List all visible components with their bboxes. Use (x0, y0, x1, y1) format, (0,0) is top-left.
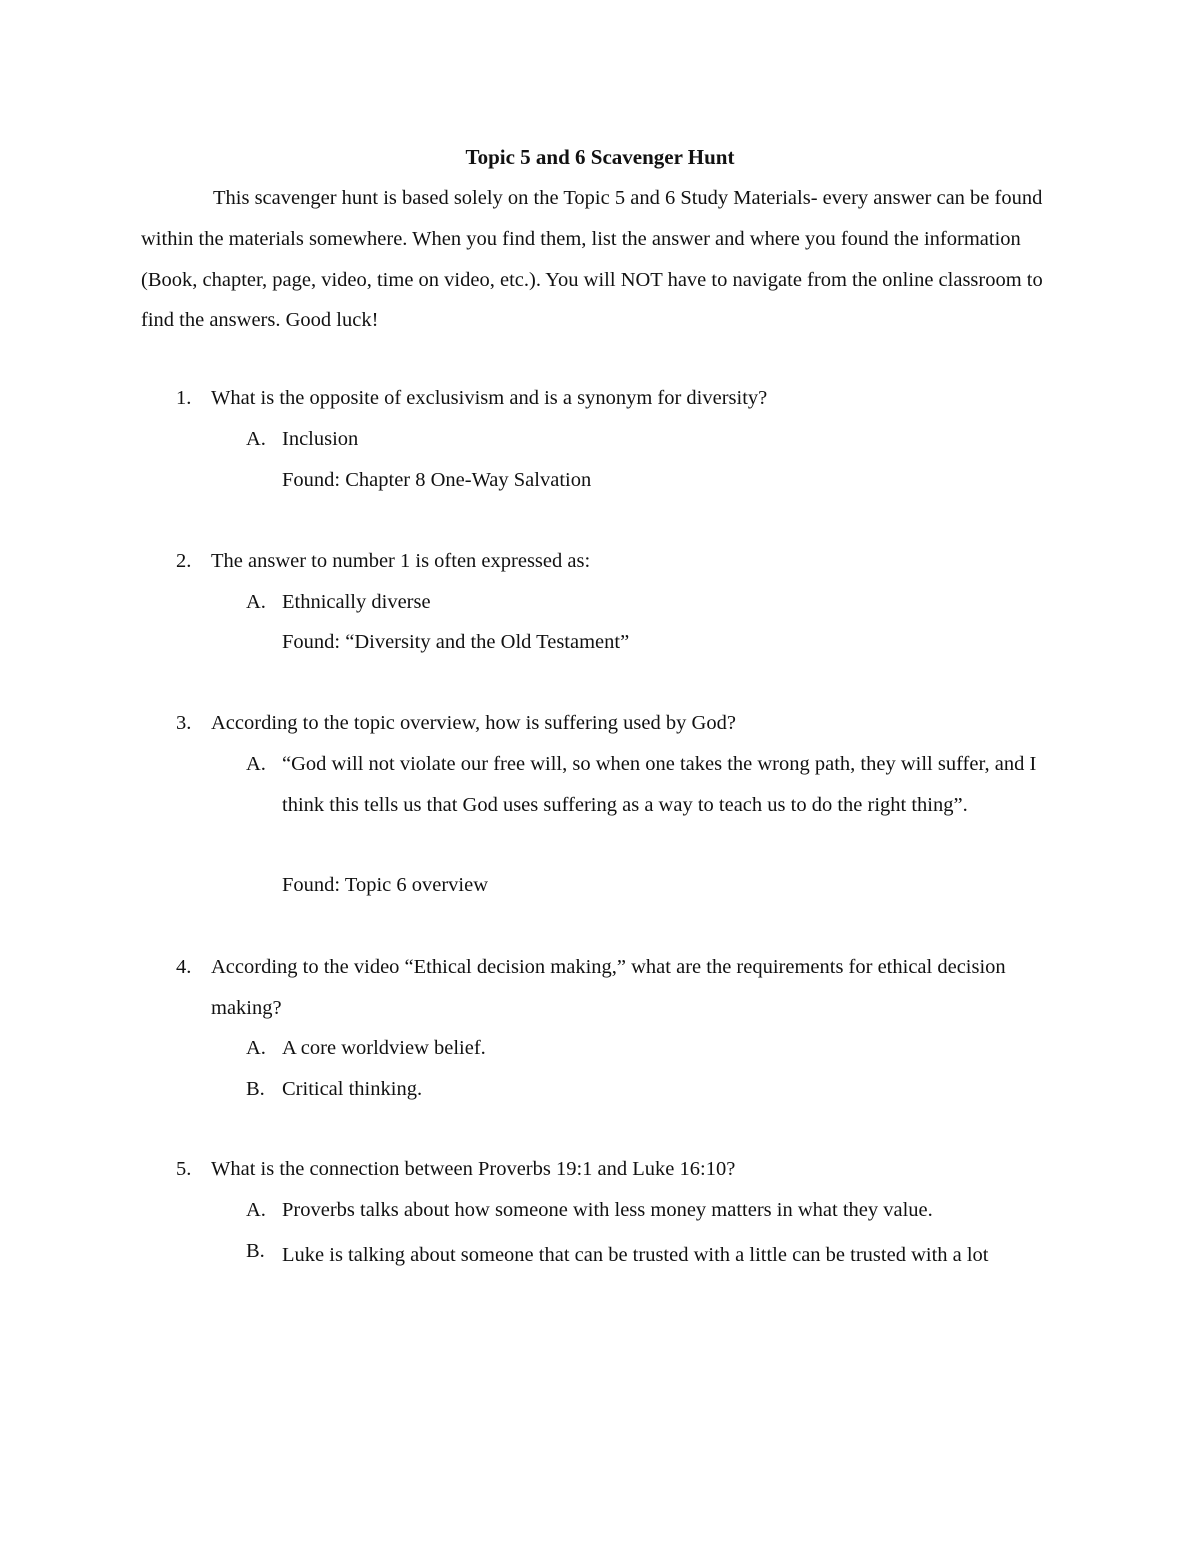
question-text: What is the opposite of exclusivism and is a synonym for diversity? (211, 387, 768, 409)
answer-text: A core worldview belief. (282, 1037, 486, 1059)
answer-letter: A. (246, 428, 266, 450)
found-source: Found: Topic 6 overview (282, 874, 489, 896)
answer-letter: A. (246, 1037, 266, 1059)
question-number: 1. (176, 387, 192, 409)
answer-text: Ethnically diverse (282, 591, 431, 613)
answer-text: Critical thinking. (282, 1078, 423, 1100)
question-text: According to the video “Ethical decision making,” what are the requirements for ethical decision making? (211, 956, 1006, 1019)
answer-letter: B. (246, 1078, 265, 1100)
intro-paragraph: This scavenger hunt is based solely on the Topic 5 and 6 Study Materials- every answer can be found within the materials somewhere. When you find them, list the answer and where you found the information (Book, chapter, page, video, time on video, etc.). You will NOT have to navigate from the online classroom to find the answers. Good luck! (141, 187, 1043, 332)
question-number: 2. (176, 550, 192, 572)
question-text: What is the connection between Proverbs 19:1 and Luke 16:10? (211, 1158, 736, 1180)
found-source: Found: “Diversity and the Old Testament” (282, 631, 630, 653)
answer-text: Inclusion (282, 428, 359, 450)
found-source: Found: Chapter 8 One-Way Salvation (282, 469, 592, 491)
answer-text: Proverbs talks about how someone with less money matters in what they value. (282, 1199, 933, 1221)
answer-letter: A. (246, 753, 266, 775)
answer-text: Luke is talking about someone that can be trusted with a little can be trusted with a lot (282, 1244, 989, 1266)
answer-text: “God will not violate our free will, so when one takes the wrong path, they will suffer, and I think this tells us that God uses suffering as a way to teach us to do the right thing”. (282, 753, 1037, 816)
answer-letter: B. (246, 1240, 265, 1262)
answer-letter: A. (246, 1199, 266, 1221)
answer-letter: A. (246, 591, 266, 613)
question-number: 3. (176, 712, 192, 734)
question-number: 5. (176, 1158, 192, 1180)
question-text: According to the topic overview, how is suffering used by God? (211, 712, 736, 734)
question-number: 4. (176, 956, 192, 978)
question-text: The answer to number 1 is often expressed as: (211, 550, 591, 572)
document-title: Topic 5 and 6 Scavenger Hunt (465, 145, 735, 169)
